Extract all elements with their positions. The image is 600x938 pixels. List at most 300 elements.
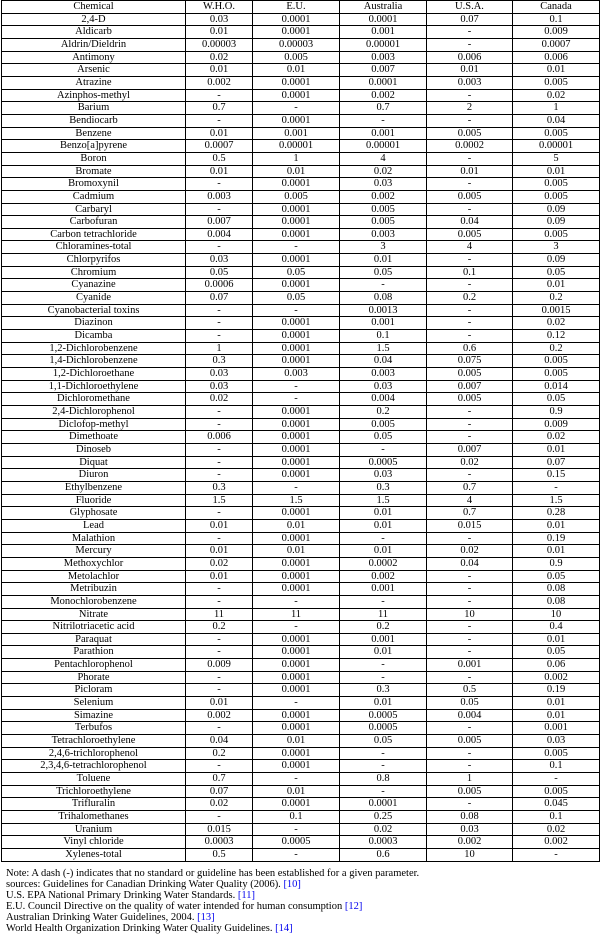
usa-cell: - xyxy=(427,532,513,545)
eu-cell: 0.0001 xyxy=(253,659,340,672)
table-row xyxy=(2,456,600,469)
chemical-cell: Metribuzin xyxy=(2,583,186,596)
usa-cell: - xyxy=(427,203,513,216)
eu-cell: - xyxy=(253,380,340,393)
australia-cell: 0.8 xyxy=(340,773,427,786)
usa-cell: 0.007 xyxy=(427,443,513,456)
who-cell: 0.01 xyxy=(186,165,253,178)
who-cell: - xyxy=(186,671,253,684)
who-cell: - xyxy=(186,760,253,773)
chemical-cell: Ethylbenzene xyxy=(2,481,186,494)
chemical-cell: Barium xyxy=(2,102,186,115)
table-row xyxy=(2,545,600,558)
who-cell: - xyxy=(186,684,253,697)
who-cell: 0.04 xyxy=(186,735,253,748)
who-cell: 0.0006 xyxy=(186,279,253,292)
australia-cell: - xyxy=(340,114,427,127)
who-cell: 0.5 xyxy=(186,152,253,165)
australia-cell: 0.003 xyxy=(340,51,427,64)
who-cell: 0.5 xyxy=(186,848,253,861)
canada-cell: 0.005 xyxy=(513,355,600,368)
australia-cell: 0.1 xyxy=(340,330,427,343)
usa-cell: 0.04 xyxy=(427,216,513,229)
table-row xyxy=(2,330,600,343)
header-chemical: Chemical xyxy=(2,1,186,14)
eu-cell: 0.0001 xyxy=(253,722,340,735)
usa-cell: 0.001 xyxy=(427,659,513,672)
australia-cell: 0.2 xyxy=(340,406,427,419)
table-row xyxy=(2,481,600,494)
australia-cell: 0.00001 xyxy=(340,38,427,51)
eu-cell: 0.0001 xyxy=(253,583,340,596)
table-row xyxy=(2,178,600,191)
usa-cell: 0.05 xyxy=(427,697,513,710)
who-cell: 0.009 xyxy=(186,659,253,672)
table-row xyxy=(2,811,600,824)
usa-cell: - xyxy=(427,760,513,773)
table-row xyxy=(2,279,600,292)
usa-cell: - xyxy=(427,798,513,811)
who-cell: 0.0003 xyxy=(186,836,253,849)
canada-cell: 0.1 xyxy=(513,760,600,773)
canada-cell: 0.9 xyxy=(513,557,600,570)
table-row xyxy=(2,608,600,621)
canada-cell: - xyxy=(513,481,600,494)
who-cell: 0.7 xyxy=(186,102,253,115)
eu-cell: 0.0001 xyxy=(253,89,340,102)
eu-cell: 0.0001 xyxy=(253,330,340,343)
table-row xyxy=(2,342,600,355)
eu-cell: 0.0001 xyxy=(253,456,340,469)
canada-cell: 0.0015 xyxy=(513,304,600,317)
who-cell: 0.01 xyxy=(186,26,253,39)
header-row xyxy=(2,1,600,14)
australia-cell: 0.2 xyxy=(340,621,427,634)
who-cell: - xyxy=(186,595,253,608)
table-row xyxy=(2,292,600,305)
eu-cell: - xyxy=(253,393,340,406)
australia-cell: 0.01 xyxy=(340,507,427,520)
canada-cell: 0.2 xyxy=(513,342,600,355)
canada-cell: 0.08 xyxy=(513,595,600,608)
australia-cell: 1.5 xyxy=(340,342,427,355)
australia-cell: 0.005 xyxy=(340,203,427,216)
who-cell: 0.03 xyxy=(186,368,253,381)
australia-cell: 0.004 xyxy=(340,393,427,406)
who-cell: - xyxy=(186,722,253,735)
canada-cell: 0.19 xyxy=(513,684,600,697)
canada-cell: 0.005 xyxy=(513,747,600,760)
australia-cell: 0.02 xyxy=(340,823,427,836)
who-cell: 0.007 xyxy=(186,216,253,229)
australia-cell: 0.03 xyxy=(340,380,427,393)
who-cell: 0.01 xyxy=(186,519,253,532)
eu-cell: 0.00001 xyxy=(253,140,340,153)
usa-cell: - xyxy=(427,583,513,596)
table-row xyxy=(2,773,600,786)
canada-cell: 0.005 xyxy=(513,178,600,191)
who-cell: 0.03 xyxy=(186,13,253,26)
australia-cell: 0.08 xyxy=(340,292,427,305)
reference-link[interactable]: [12] xyxy=(344,900,363,912)
eu-cell: 0.0001 xyxy=(253,114,340,127)
canada-cell: 0.005 xyxy=(513,785,600,798)
usa-cell: - xyxy=(427,279,513,292)
eu-cell: 1.5 xyxy=(253,494,340,507)
canada-cell: 0.006 xyxy=(513,51,600,64)
australia-cell: 11 xyxy=(340,608,427,621)
who-cell: - xyxy=(186,456,253,469)
who-cell: - xyxy=(186,114,253,127)
table-row xyxy=(2,747,600,760)
table-row xyxy=(2,760,600,773)
eu-cell: - xyxy=(253,697,340,710)
chemical-cell: Malathion xyxy=(2,532,186,545)
chemical-cell: Antimony xyxy=(2,51,186,64)
canada-cell: 0.12 xyxy=(513,330,600,343)
table-row xyxy=(2,697,600,710)
note-line xyxy=(6,901,600,912)
table-row xyxy=(2,633,600,646)
usa-cell: 0.01 xyxy=(427,64,513,77)
canada-cell: 0.03 xyxy=(513,735,600,748)
eu-cell: 0.0001 xyxy=(253,431,340,444)
canada-cell: 0.005 xyxy=(513,190,600,203)
table-row xyxy=(2,557,600,570)
table-row xyxy=(2,51,600,64)
canada-cell: 0.005 xyxy=(513,76,600,89)
who-cell: - xyxy=(186,241,253,254)
table-row xyxy=(2,671,600,684)
note-line xyxy=(6,923,600,934)
who-cell: 0.015 xyxy=(186,823,253,836)
eu-cell: 0.0001 xyxy=(253,760,340,773)
who-cell: - xyxy=(186,646,253,659)
eu-cell: - xyxy=(253,241,340,254)
australia-cell: 0.007 xyxy=(340,64,427,77)
australia-cell: - xyxy=(340,659,427,672)
australia-cell: 0.003 xyxy=(340,228,427,241)
usa-cell: 10 xyxy=(427,848,513,861)
who-cell: 0.01 xyxy=(186,545,253,558)
who-cell: 0.01 xyxy=(186,64,253,77)
eu-cell: 0.0001 xyxy=(253,418,340,431)
canada-cell: 0.01 xyxy=(513,165,600,178)
australia-cell: - xyxy=(340,785,427,798)
australia-cell: 0.005 xyxy=(340,216,427,229)
table-row xyxy=(2,203,600,216)
usa-cell: 0.03 xyxy=(427,823,513,836)
table-row xyxy=(2,64,600,77)
usa-cell: - xyxy=(427,621,513,634)
table-row xyxy=(2,418,600,431)
australia-cell: 0.05 xyxy=(340,266,427,279)
chemical-cell: Selenium xyxy=(2,697,186,710)
who-cell: - xyxy=(186,443,253,456)
usa-cell: 0.005 xyxy=(427,735,513,748)
who-cell: 0.3 xyxy=(186,355,253,368)
eu-cell: 0.0001 xyxy=(253,355,340,368)
eu-cell: - xyxy=(253,481,340,494)
chemical-cell: Nitrilotriacetic acid xyxy=(2,621,186,634)
canada-cell: 0.1 xyxy=(513,811,600,824)
australia-cell: 0.002 xyxy=(340,570,427,583)
canada-cell: 1 xyxy=(513,102,600,115)
table-body xyxy=(2,13,600,861)
chemical-cell: Bromate xyxy=(2,165,186,178)
usa-cell: - xyxy=(427,254,513,267)
table-row xyxy=(2,735,600,748)
australia-cell: 0.0001 xyxy=(340,798,427,811)
usa-cell: 0.075 xyxy=(427,355,513,368)
who-cell: 0.002 xyxy=(186,76,253,89)
who-cell: - xyxy=(186,89,253,102)
canada-cell: 0.4 xyxy=(513,621,600,634)
eu-cell: 0.0001 xyxy=(253,76,340,89)
chemical-cell: Methoxychlor xyxy=(2,557,186,570)
canada-cell: 0.01 xyxy=(513,519,600,532)
table-row xyxy=(2,13,600,26)
usa-cell: 0.07 xyxy=(427,13,513,26)
australia-cell: 0.0001 xyxy=(340,13,427,26)
australia-cell: - xyxy=(340,760,427,773)
table-row xyxy=(2,836,600,849)
australia-cell: 0.0001 xyxy=(340,76,427,89)
canada-cell: 0.009 xyxy=(513,26,600,39)
chemical-cell: Toluene xyxy=(2,773,186,786)
table-row xyxy=(2,317,600,330)
eu-cell: 0.0001 xyxy=(253,469,340,482)
eu-cell: - xyxy=(253,621,340,634)
reference-link[interactable]: [10] xyxy=(283,878,301,890)
canada-cell: 0.05 xyxy=(513,393,600,406)
who-cell: 0.006 xyxy=(186,431,253,444)
eu-cell: - xyxy=(253,773,340,786)
canada-cell: 0.0007 xyxy=(513,38,600,51)
canada-cell: 0.002 xyxy=(513,836,600,849)
australia-cell: 0.0003 xyxy=(340,836,427,849)
chemical-cell: Cadmium xyxy=(2,190,186,203)
usa-cell: 0.015 xyxy=(427,519,513,532)
chemical-cell: Cyanobacterial toxins xyxy=(2,304,186,317)
usa-cell: 0.003 xyxy=(427,76,513,89)
usa-cell: - xyxy=(427,469,513,482)
eu-cell: - xyxy=(253,848,340,861)
canada-cell: 1.5 xyxy=(513,494,600,507)
australia-cell: 0.0005 xyxy=(340,456,427,469)
usa-cell: 0.6 xyxy=(427,342,513,355)
eu-cell: 0.00003 xyxy=(253,38,340,51)
who-cell: 0.01 xyxy=(186,570,253,583)
canada-cell: 0.28 xyxy=(513,507,600,520)
eu-cell: 0.0001 xyxy=(253,671,340,684)
eu-cell: 0.0001 xyxy=(253,557,340,570)
usa-cell: 0.08 xyxy=(427,811,513,824)
eu-cell: 0.05 xyxy=(253,266,340,279)
australia-cell: 0.005 xyxy=(340,418,427,431)
who-cell: 0.07 xyxy=(186,292,253,305)
note-text: E.U. Council Directive on the quality of water intended for human consumption xyxy=(6,900,345,912)
table-row xyxy=(2,76,600,89)
eu-cell: 0.0001 xyxy=(253,709,340,722)
table-row xyxy=(2,570,600,583)
usa-cell: - xyxy=(427,38,513,51)
chemical-cell: Fluoride xyxy=(2,494,186,507)
canada-cell: 0.2 xyxy=(513,292,600,305)
who-cell: 0.002 xyxy=(186,709,253,722)
australia-cell: 0.05 xyxy=(340,431,427,444)
australia-cell: 0.01 xyxy=(340,646,427,659)
canada-cell: 0.9 xyxy=(513,406,600,419)
usa-cell: - xyxy=(427,26,513,39)
canada-cell: 0.02 xyxy=(513,823,600,836)
chemical-cell: Cyanide xyxy=(2,292,186,305)
canada-cell: 0.001 xyxy=(513,722,600,735)
who-cell: - xyxy=(186,418,253,431)
who-cell: 0.05 xyxy=(186,266,253,279)
canada-cell: 0.045 xyxy=(513,798,600,811)
canada-cell: 0.01 xyxy=(513,633,600,646)
eu-cell: 0.005 xyxy=(253,190,340,203)
usa-cell: - xyxy=(427,178,513,191)
table-row xyxy=(2,304,600,317)
usa-cell: 0.005 xyxy=(427,190,513,203)
canada-cell: 0.009 xyxy=(513,418,600,431)
who-cell: 11 xyxy=(186,608,253,621)
australia-cell: 0.6 xyxy=(340,848,427,861)
canada-cell: 0.09 xyxy=(513,216,600,229)
eu-cell: 0.01 xyxy=(253,64,340,77)
australia-cell: - xyxy=(340,279,427,292)
chemical-cell: Bromoxynil xyxy=(2,178,186,191)
australia-cell: 0.0002 xyxy=(340,557,427,570)
drinking-water-standards-table xyxy=(1,0,600,862)
usa-cell: - xyxy=(427,747,513,760)
chemical-cell: Pentachlorophenol xyxy=(2,659,186,672)
eu-cell: 0.0001 xyxy=(253,342,340,355)
eu-cell: 0.0001 xyxy=(253,646,340,659)
canada-cell: 0.08 xyxy=(513,583,600,596)
usa-cell: - xyxy=(427,722,513,735)
eu-cell: 0.0001 xyxy=(253,406,340,419)
australia-cell: 0.00001 xyxy=(340,140,427,153)
eu-cell: 0.0001 xyxy=(253,26,340,39)
chemical-cell: Tetrachloroethylene xyxy=(2,735,186,748)
canada-cell: 0.02 xyxy=(513,431,600,444)
who-cell: - xyxy=(186,811,253,824)
usa-cell: - xyxy=(427,595,513,608)
who-cell: 0.07 xyxy=(186,785,253,798)
chemical-cell: Lead xyxy=(2,519,186,532)
chemical-cell: 2,4-D xyxy=(2,13,186,26)
who-cell: 0.004 xyxy=(186,228,253,241)
table-row xyxy=(2,114,600,127)
usa-cell: 0.02 xyxy=(427,545,513,558)
reference-link[interactable]: [13] xyxy=(197,911,215,923)
eu-cell: 0.01 xyxy=(253,519,340,532)
chemical-cell: Parathion xyxy=(2,646,186,659)
eu-cell: 0.01 xyxy=(253,785,340,798)
usa-cell: 4 xyxy=(427,241,513,254)
australia-cell: 0.001 xyxy=(340,317,427,330)
chemical-cell: Aldicarb xyxy=(2,26,186,39)
table-row xyxy=(2,709,600,722)
eu-cell: - xyxy=(253,102,340,115)
canada-cell: 0.09 xyxy=(513,203,600,216)
table-row xyxy=(2,127,600,140)
chemical-cell: Boron xyxy=(2,152,186,165)
reference-link[interactable]: [14] xyxy=(275,922,293,934)
chemical-cell: Benzene xyxy=(2,127,186,140)
usa-cell: 0.005 xyxy=(427,127,513,140)
chemical-cell: Benzo[a]pyrene xyxy=(2,140,186,153)
who-cell: - xyxy=(186,583,253,596)
canada-cell: 0.01 xyxy=(513,64,600,77)
australia-cell: 3 xyxy=(340,241,427,254)
canada-cell: 0.05 xyxy=(513,266,600,279)
usa-cell: 0.002 xyxy=(427,836,513,849)
eu-cell: 0.005 xyxy=(253,51,340,64)
who-cell: 0.01 xyxy=(186,697,253,710)
usa-cell: - xyxy=(427,152,513,165)
usa-cell: 0.005 xyxy=(427,228,513,241)
table-row xyxy=(2,621,600,634)
australia-cell: 0.001 xyxy=(340,26,427,39)
chemical-cell: Chlorpyrifos xyxy=(2,254,186,267)
table-row xyxy=(2,722,600,735)
eu-cell: 0.0001 xyxy=(253,216,340,229)
australia-cell: 0.04 xyxy=(340,355,427,368)
note-line xyxy=(6,868,600,879)
note-line xyxy=(6,879,600,890)
australia-cell: 0.7 xyxy=(340,102,427,115)
chemical-cell: Chromium xyxy=(2,266,186,279)
australia-cell: - xyxy=(340,595,427,608)
canada-cell: 0.15 xyxy=(513,469,600,482)
australia-cell: 0.25 xyxy=(340,811,427,824)
table-row xyxy=(2,823,600,836)
reference-link[interactable]: [11] xyxy=(237,889,255,901)
chemical-cell: Metolachlor xyxy=(2,570,186,583)
australia-cell: 0.0005 xyxy=(340,709,427,722)
who-cell: - xyxy=(186,406,253,419)
table-row xyxy=(2,216,600,229)
table-row xyxy=(2,583,600,596)
usa-cell: 2 xyxy=(427,102,513,115)
eu-cell: 0.0001 xyxy=(253,507,340,520)
canada-cell: 0.04 xyxy=(513,114,600,127)
table-row xyxy=(2,228,600,241)
who-cell: 0.02 xyxy=(186,557,253,570)
canada-cell: 0.02 xyxy=(513,317,600,330)
chemical-cell: Trifluralin xyxy=(2,798,186,811)
chemical-cell: 1,4-Dichlorobenzene xyxy=(2,355,186,368)
canada-cell: 0.02 xyxy=(513,89,600,102)
australia-cell: - xyxy=(340,443,427,456)
australia-cell: 0.01 xyxy=(340,545,427,558)
eu-cell: 0.0001 xyxy=(253,684,340,697)
canada-cell: 10 xyxy=(513,608,600,621)
chemical-cell: Dicamba xyxy=(2,330,186,343)
who-cell: 0.2 xyxy=(186,747,253,760)
who-cell: - xyxy=(186,178,253,191)
chemical-cell: Monochlorobenzene xyxy=(2,595,186,608)
table-notes xyxy=(0,868,600,934)
header-canada: Canada xyxy=(513,1,600,14)
chemical-cell: 2,3,4,6-tetrachlorophenol xyxy=(2,760,186,773)
table-row xyxy=(2,102,600,115)
eu-cell: - xyxy=(253,823,340,836)
